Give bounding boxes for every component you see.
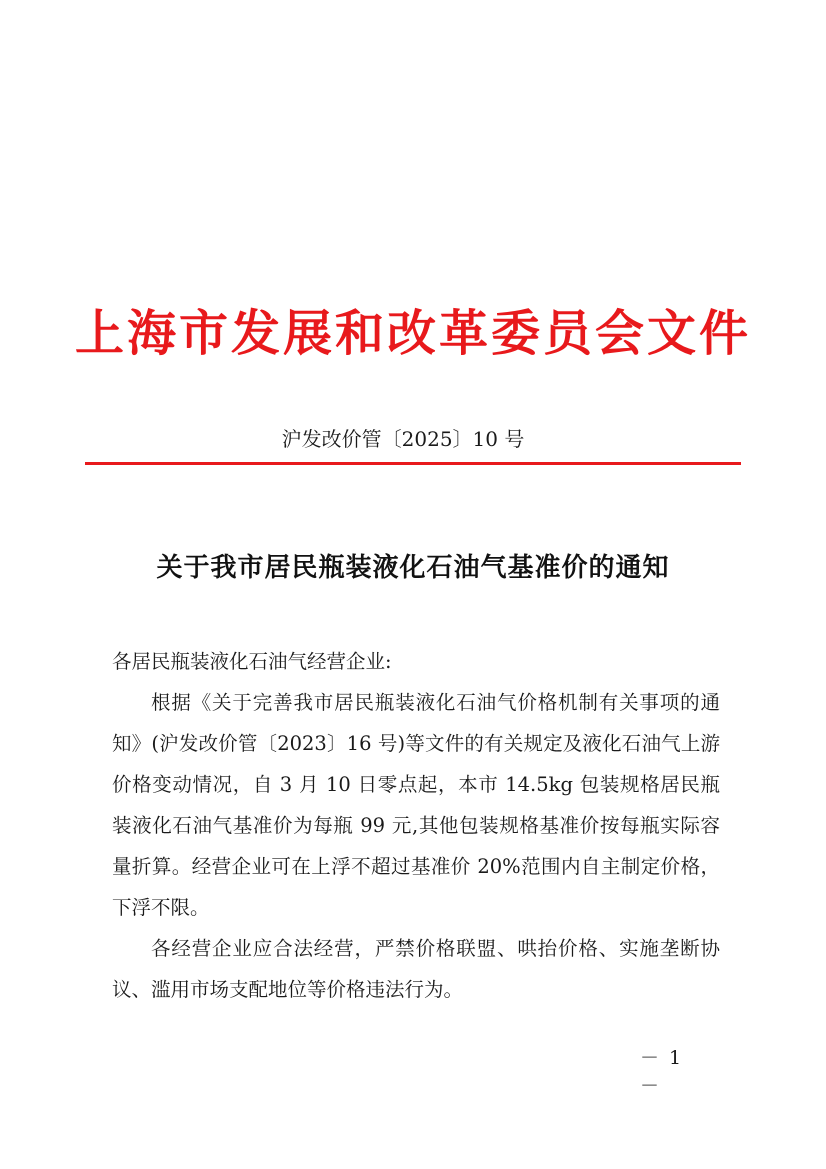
salutation: 各居民瓶装液化石油气经营企业: bbox=[112, 650, 392, 673]
document-body bbox=[112, 641, 720, 1010]
document-title: 关于我市居民瓶装液化石油气基准价的通知 bbox=[156, 553, 670, 583]
issuer-header: 上海市发展和改革委员会文件 bbox=[74, 304, 751, 362]
red-divider-line bbox=[85, 462, 741, 465]
body-paragraph-1: 根据《关于完善我市居民瓶装液化石油气价格机制有关事项的通知》(沪发改价管〔2023〕16 号)等文件的有关规定及液化石油气上游价格变动情况，自 3 月 10 日零点起，本市 14.5kg 包装规格居民瓶装液化石油气基准价为每瓶 99 元,其他包装规格基准价按每瓶实际容量折算。经营企业可在上浮不超过基准价 20%范围内自主制定价格，下浮不限。 bbox=[112, 691, 720, 919]
page-number: － 1 － bbox=[640, 1047, 684, 1097]
document-number: 沪发改价管〔2025〕10 号 bbox=[281, 427, 525, 451]
body-paragraph-2: 各经营企业应合法经营，严禁价格联盟、哄抬价格、实施垄断协议、滥用市场支配地位等价格违法行为。 bbox=[112, 937, 720, 1001]
